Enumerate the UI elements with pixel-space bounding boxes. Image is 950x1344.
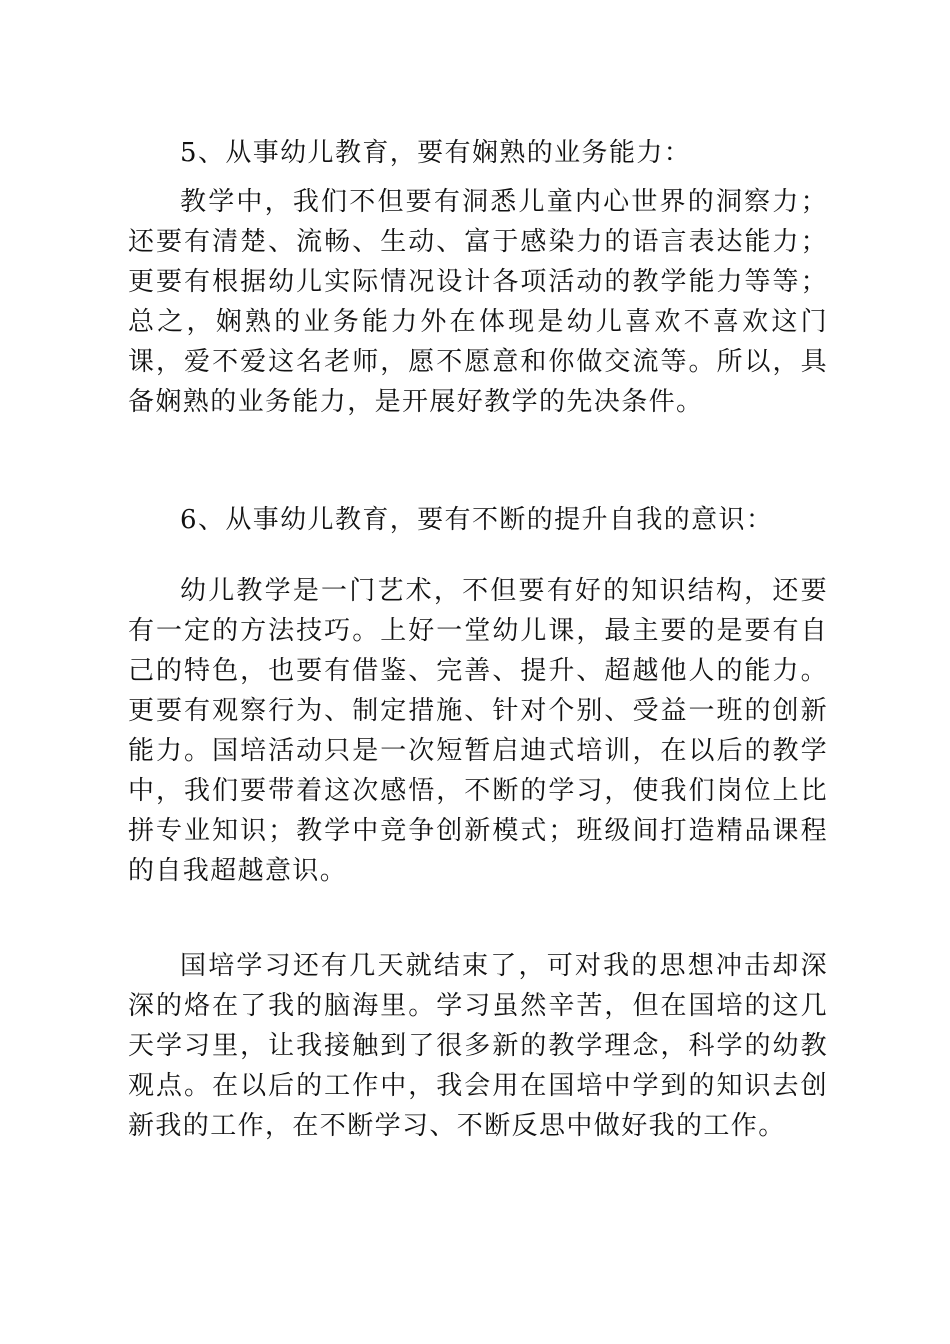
section-5-body: 教学中，我们不但要有洞悉儿童内心世界的洞察力；还要有清楚、流畅、生动、富于感染力的语言表达能力；更要有根据幼儿实际情况设计各项活动的教学能力等等；总之，娴熟的业务能力外在体现是幼儿喜欢不喜欢这门课，爱不爱这名老师，愿不愿意和你做交流等。所以，具备娴熟的业务能力，是开展好教学的先决条件。 — [128, 187, 828, 417]
closing-paragraph: 国培学习还有几天就结束了，可对我的思想冲击却深深的烙在了我的脑海里。学习虽然辛苦，但在国培的这几天学习里，让我接触到了很多新的教学理念，科学的幼教观点。在以后的工作中，我会用在国培中学到的知识去创新我的工作，在不断学习、不断反思中做好我的工作。 — [128, 951, 828, 1141]
section-6-body: 幼儿教学是一门艺术，不但要有好的知识结构，还要有一定的方法技巧。上好一堂幼儿课，最主要的是要有自己的特色，也要有借鉴、完善、提升、超越他人的能力。更要有观察行为、制定措施、针对个别、受益一班的创新能力。国培活动只是一次短暂启迪式培训，在以后的教学中，我们要带着这次感悟，不断的学习，使我们岗位上比拼专业知识；教学中竞争创新模式；班级间打造精品课程的自我超越意识。 — [128, 576, 828, 886]
section-5-heading: 5、从事幼儿教育，要有娴熟的业务能力： — [180, 138, 692, 168]
section-6-heading: 6、从事幼儿教育，要有不断的提升自我的意识： — [180, 505, 774, 535]
